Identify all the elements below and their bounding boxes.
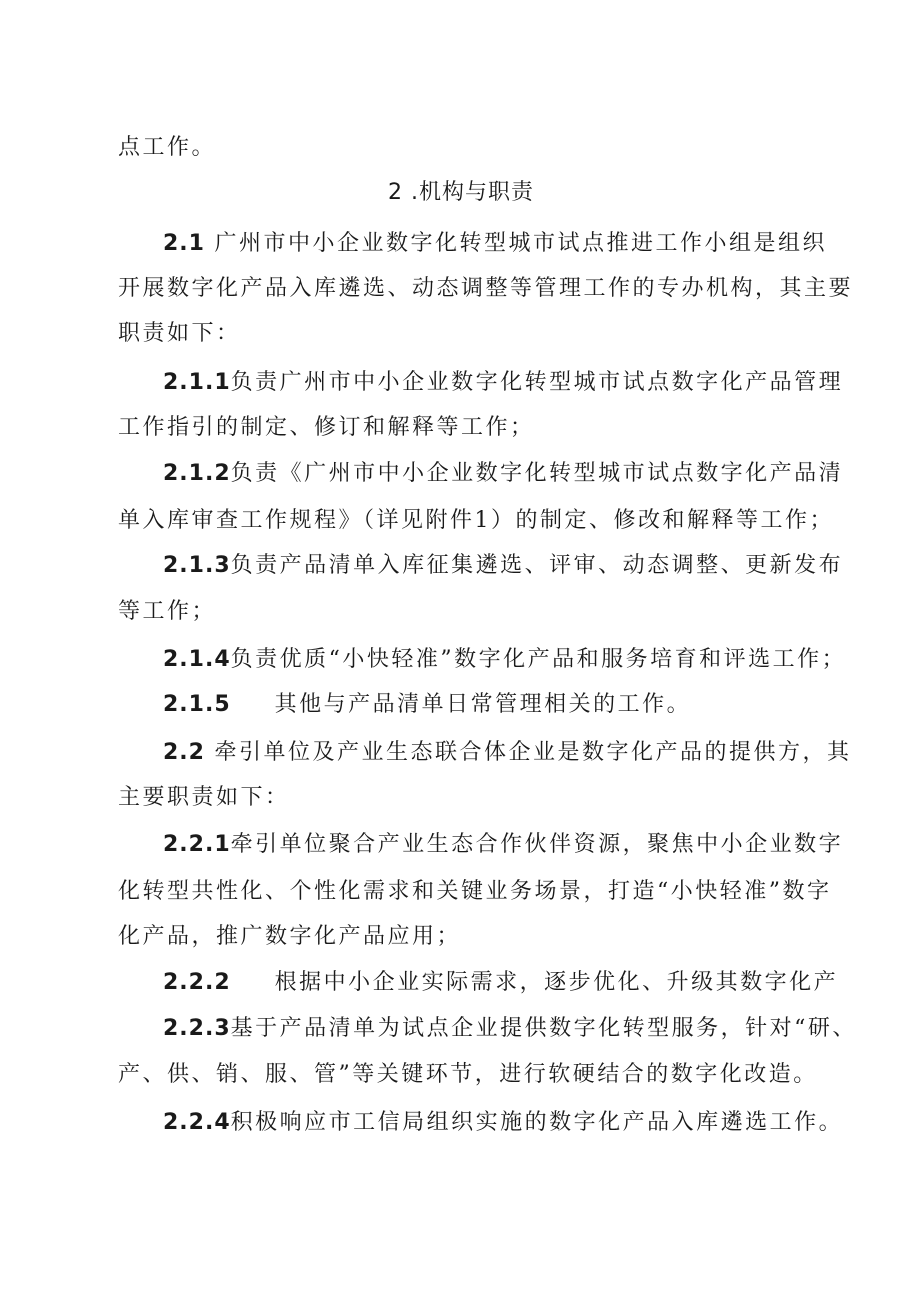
clause-number: 2.2	[163, 740, 205, 765]
clause-number: 2.1.3	[163, 553, 231, 578]
line-text: 负责优质“小快轻准”数字化产品和服务培育和评选工作；	[230, 647, 847, 672]
clause-number: 2.2.3	[163, 1016, 231, 1041]
heading-text: 2 .机构与职责	[388, 180, 534, 205]
text-line	[118, 506, 834, 536]
text-line	[118, 133, 216, 163]
clause-number: 2.1.4	[163, 647, 231, 672]
text-line	[118, 783, 290, 813]
paragraph-2-2-line	[163, 738, 851, 768]
paragraph-2-1-1-line	[163, 368, 843, 398]
line-text: 化产品，推广数字化产品应用；	[118, 924, 462, 949]
text-line	[118, 413, 535, 443]
paragraph-2-1-3-line	[163, 551, 843, 581]
line-text: 产、供、销、服、管”等关键环节，进行软硬结合的数字化改造。	[118, 1062, 818, 1087]
line-text: 等工作；	[118, 599, 217, 624]
line-text: 基于产品清单为试点企业提供数字化转型服务，针对“研、	[230, 1016, 857, 1041]
clause-number: 2.1.2	[163, 461, 231, 486]
paragraph-2-1-4-line	[163, 645, 846, 675]
clause-number: 2.1.5	[163, 692, 231, 717]
line-text: 单入库审查工作规程》（详见附件1）的制定、修改和解释等工作；	[118, 508, 834, 533]
paragraph-2-2-3-line	[163, 1014, 857, 1044]
line-text: 负责广州市中小企业数字化转型城市试点数字化产品管理	[230, 370, 844, 395]
line-text: 负责《广州市中小企业数字化转型城市试点数字化产品清	[230, 461, 844, 486]
line-text: 广州市中小企业数字化转型城市试点推进工作小组是组织	[204, 231, 827, 256]
line-text: 积极响应市工信局组织实施的数字化产品入库遴选工作。	[230, 1110, 844, 1135]
text-line	[118, 1060, 818, 1090]
line-text: 牵引单位聚合产业生态合作伙伴资源，聚焦中小企业数字	[230, 832, 844, 857]
clause-number: 2.2.1	[163, 832, 231, 857]
paragraph-2-1-5-line	[163, 690, 691, 720]
text-line	[118, 922, 461, 952]
paragraph-2-2-1-line	[163, 830, 843, 860]
line-text: 职责如下：	[118, 321, 241, 346]
line-text: 牵引单位及产业生态联合体企业是数字化产品的提供方，其	[204, 740, 852, 765]
paragraph-2-2-4-line	[163, 1108, 843, 1138]
text-line	[118, 877, 832, 907]
paragraph-2-1-2-line	[163, 459, 843, 489]
line-text: 工作指引的制定、修订和解释等工作；	[118, 415, 535, 440]
line-text: 负责产品清单入库征集遴选、评审、动态调整、更新发布	[230, 553, 844, 578]
paragraph-2-1-line	[163, 229, 827, 259]
text-line	[118, 274, 853, 304]
line-text: 根据中小企业实际需求，逐步优化、升级其数字化产	[274, 970, 839, 995]
line-text: 主要职责如下：	[118, 785, 290, 810]
paragraph-2-2-2-line	[163, 968, 838, 998]
line-text: 开展数字化产品入库遴选、动态调整等管理工作的专办机构，其主要	[118, 276, 854, 301]
line-text: 化转型共性化、个性化需求和关键业务场景，打造“小快轻准”数字	[118, 879, 832, 904]
clause-number: 2.1	[163, 231, 205, 256]
text-line	[118, 319, 241, 349]
line-text: 其他与产品清单日常管理相关的工作。	[274, 692, 692, 717]
clause-number: 2.2.4	[163, 1110, 231, 1135]
line-text: 点工作。	[118, 135, 217, 160]
section-heading	[388, 178, 534, 208]
clause-number: 2.2.2	[163, 970, 231, 995]
text-line	[118, 597, 216, 627]
clause-number: 2.1.1	[163, 370, 231, 395]
